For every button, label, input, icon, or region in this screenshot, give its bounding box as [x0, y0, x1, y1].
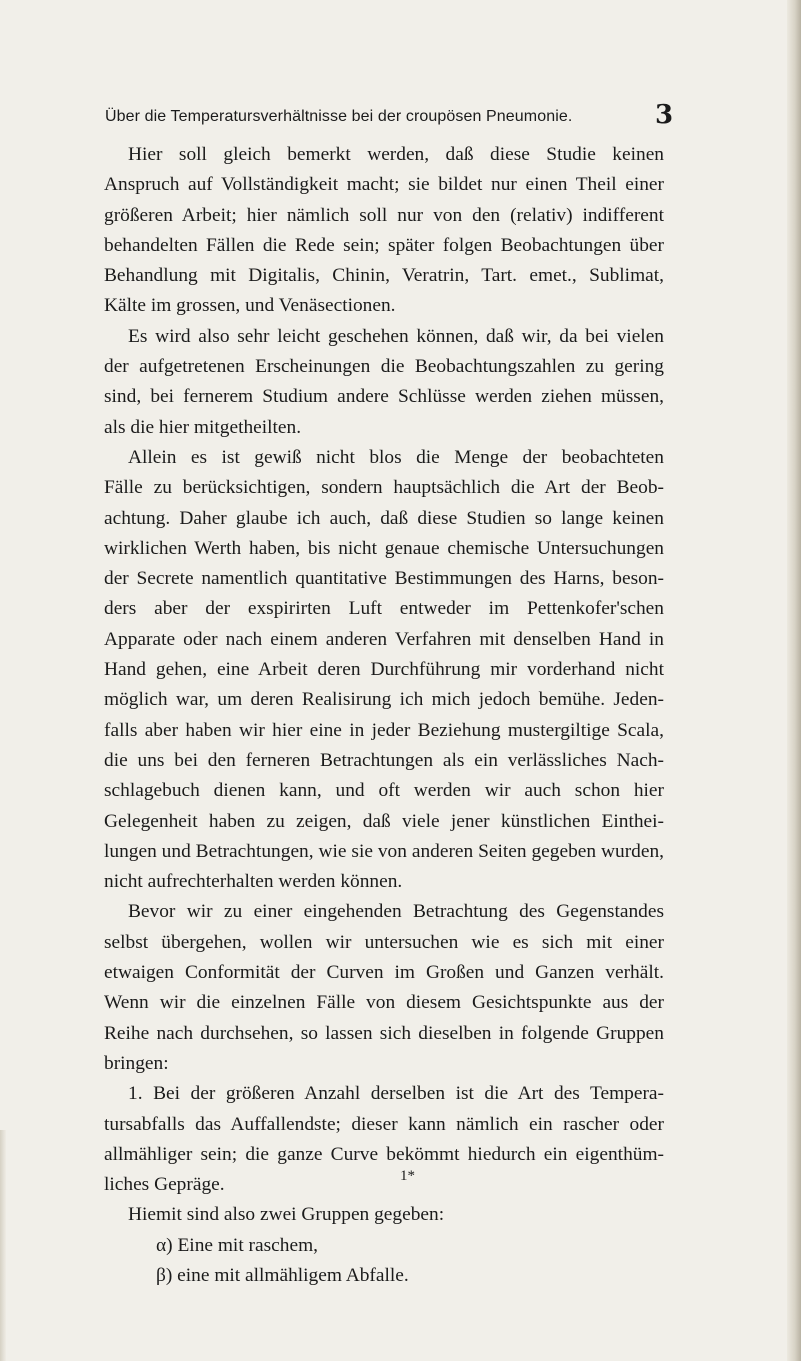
text-line: lungen und Betrachtungen, wie sie von anderen Seiten gegeben wurden, [104, 840, 664, 862]
text-line: ders aber der exspirirten Luft entweder im Pettenkofer'schen [104, 598, 664, 620]
text-line: sind, bei fernerem Studium andere Schlüsse werden ziehen müssen, [104, 386, 664, 408]
text-line: die uns bei den ferneren Betrachtungen als ein verlässliches Nach- [104, 749, 664, 771]
text-line: Kälte im grossen, und Venäsectionen. [104, 295, 396, 317]
text-line: etwaigen Conformität der Curven im Großen und Ganzen verhält. [104, 962, 664, 984]
text-line: größeren Arbeit; hier nämlich soll nur von den (relativ) indifferent [104, 204, 664, 226]
text-line: liches Gepräge. [104, 1174, 225, 1196]
text-line: wirklichen Werth haben, bis nicht genaue chemische Untersuchungen [104, 537, 664, 559]
text-line: selbst übergehen, wollen wir untersuchen wie es sich mit einer [104, 931, 664, 953]
text-line: nicht aufrechterhalten werden können. [104, 871, 403, 893]
text-line: als die hier mitgetheilten. [104, 416, 302, 438]
text-line: Gelegenheit haben zu zeigen, daß viele jener künstlichen Einthei- [104, 810, 664, 832]
list-item-alpha: α) Eine mit raschem, [156, 1234, 318, 1256]
text-line: falls aber haben wir hier eine in jeder Beziehung mustergiltige Scala, [104, 719, 664, 741]
text-line: tursabfalls das Auffallendste; dieser kann nämlich ein rascher oder [104, 1113, 664, 1135]
text-line: behandelten Fällen die Rede sein; später folgen Beobachtungen über [104, 234, 664, 256]
text-line: 1. Bei der größeren Anzahl derselben ist die Art des Tempera- [128, 1083, 664, 1105]
text-line: Allein es ist gewiß nicht blos die Menge der beobachteten [128, 446, 664, 468]
text-line: Apparate oder nach einem anderen Verfahren mit denselben Hand in [104, 628, 664, 650]
list-item-beta: β) eine mit allmähligem Abfalle. [156, 1264, 409, 1286]
text-line: Wenn wir die einzelnen Fälle von diesem Gesichtspunkte aus der [104, 992, 664, 1014]
text-line: Es wird also sehr leicht geschehen können, daß wir, da bei vielen [128, 325, 664, 347]
text-line: Hier soll gleich bemerkt werden, daß diese Studie keinen [128, 144, 664, 165]
signature-mark: 1* [400, 1168, 415, 1184]
text-line: Anspruch auf Vollständigkeit macht; sie bildet nur einen Theil einer [104, 174, 664, 196]
text-line: der aufgetretenen Erscheinungen die Beobachtungszahlen zu gering [104, 356, 664, 378]
text-line: schlagebuch dienen kann, und oft werden wir auch schon hier [104, 780, 664, 802]
text-line: achtung. Daher glaube ich auch, daß diese Studien so lange keinen [104, 507, 664, 529]
text-line: Bevor wir zu einer eingehenden Betrachtung des Gegenstandes [128, 901, 664, 923]
text-line: Fälle zu berücksichtigen, sondern hauptsächlich die Art der Beob- [104, 477, 664, 499]
text-line: Hiemit sind also zwei Gruppen gegeben: [128, 1204, 445, 1226]
text-line: bringen: [104, 1052, 169, 1074]
body-text [104, 140, 664, 1291]
text-line: möglich war, um deren Realisirung ich mich jedoch bemühe. Jeden- [104, 689, 664, 711]
text-line: Reihe nach durchsehen, so lassen sich dieselben in folgende Gruppen [104, 1022, 664, 1044]
running-title: Über die Temperatursverhältnisse bei der croupösen Pneumonie. [105, 108, 573, 125]
text-line: Hand gehen, eine Arbeit deren Durchführung mir vorderhand nicht [104, 659, 664, 681]
page-edge [787, 0, 801, 1361]
scan-shadow [0, 1130, 6, 1361]
text-line: der Secrete namentlich quantitative Bestimmungen des Harns, beson- [104, 568, 664, 590]
text-line: allmähliger sein; die ganze Curve bekömmt hiedurch ein eigenthüm- [104, 1143, 664, 1165]
text-line: Behandlung mit Digitalis, Chinin, Veratrin, Tart. emet., Sublimat, [104, 265, 664, 287]
page-number: 3 [655, 100, 674, 130]
paragraphs [104, 140, 664, 1231]
